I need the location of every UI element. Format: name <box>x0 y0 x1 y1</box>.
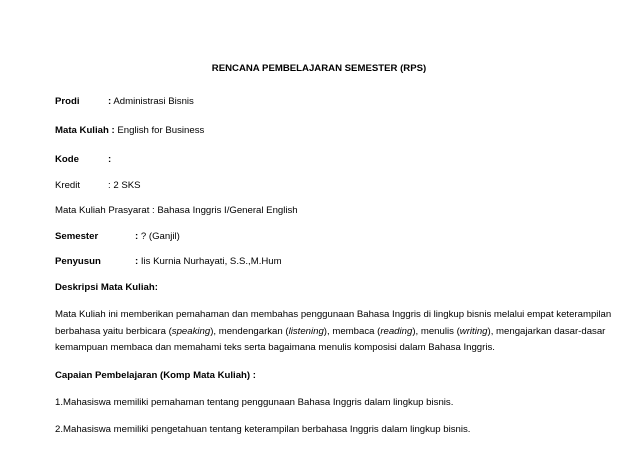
term-reading: reading <box>380 325 413 337</box>
field-penyusun-colon: : <box>135 256 139 267</box>
field-mata-kuliah-colon: : <box>111 125 115 136</box>
field-kode <box>55 154 111 166</box>
term-writing: writing <box>459 325 488 337</box>
field-prasyarat: Mata Kuliah Prasyarat : Bahasa Inggris I/General English <box>55 205 298 216</box>
field-kredit <box>55 180 141 192</box>
deskripsi-line-2-part-e: ), mengajarkan dasar-dasar <box>487 325 606 337</box>
field-prodi-value: Administrasi Bisnis <box>113 96 194 107</box>
deskripsi-paragraph <box>55 307 612 357</box>
term-speaking: speaking <box>171 325 211 337</box>
deskripsi-line-2-part-c: ), membaca ( <box>323 325 381 337</box>
field-mata-kuliah-value: English for Business <box>117 125 205 136</box>
field-semester-label: Semester <box>55 231 99 242</box>
field-prodi-label: Prodi <box>55 96 80 107</box>
capaian-heading: Capaian Pembelajaran (Komp Mata Kuliah) : <box>55 370 256 381</box>
document-title: RENCANA PEMBELAJARAN SEMESTER (RPS) <box>211 63 427 74</box>
field-mata-kuliah <box>55 125 204 137</box>
capaian-item-2: 2.Mahasiswa memiliki pengetahuan tentang keterampilan berbahasa Inggris dalam lingkup bisnis. <box>55 424 471 435</box>
field-penyusun <box>55 256 282 268</box>
field-kode-colon: : <box>108 154 112 165</box>
field-mata-kuliah-label: Mata Kuliah <box>55 125 109 136</box>
field-kredit-colon: : <box>108 180 111 191</box>
field-semester-colon: : <box>135 231 139 242</box>
field-kredit-value: 2 SKS <box>113 180 141 191</box>
field-semester-value: ? (Ganjil) <box>140 231 180 242</box>
field-semester <box>55 231 180 243</box>
deskripsi-line-3: kemampuan membaca dan memahami teks serta bagaimana menulis komposisi dalam Bahasa Inggris. <box>55 342 495 353</box>
field-prodi <box>55 96 194 108</box>
deskripsi-line-2-part-a: berbahasa yaitu berbicara ( <box>55 325 172 337</box>
deskripsi-line-1: Mata Kuliah ini memberikan pemahaman dan membahas penggunaan Bahasa Inggris di lingkup bisnis melalui empat keterampilan <box>55 309 612 320</box>
deskripsi-line-2 <box>55 324 606 341</box>
deskripsi-heading: Deskripsi Mata Kuliah: <box>55 282 158 293</box>
term-listening: listening <box>288 325 324 337</box>
field-penyusun-value: Iis Kurnia Nurhayati, S.S.,M.Hum <box>140 256 282 267</box>
capaian-item-1: 1.Mahasiswa memiliki pemahaman tentang penggunaan Bahasa Inggris dalam lingkup bisnis. <box>55 397 454 408</box>
field-kredit-label: Kredit <box>55 180 81 191</box>
deskripsi-line-2-part-b: ), mendengarkan ( <box>210 325 289 337</box>
field-prodi-colon: : <box>108 96 112 107</box>
field-penyusun-label: Penyusun <box>55 256 101 267</box>
deskripsi-line-2-part-d: ), menulis ( <box>412 325 460 337</box>
field-kode-label: Kode <box>55 154 79 165</box>
